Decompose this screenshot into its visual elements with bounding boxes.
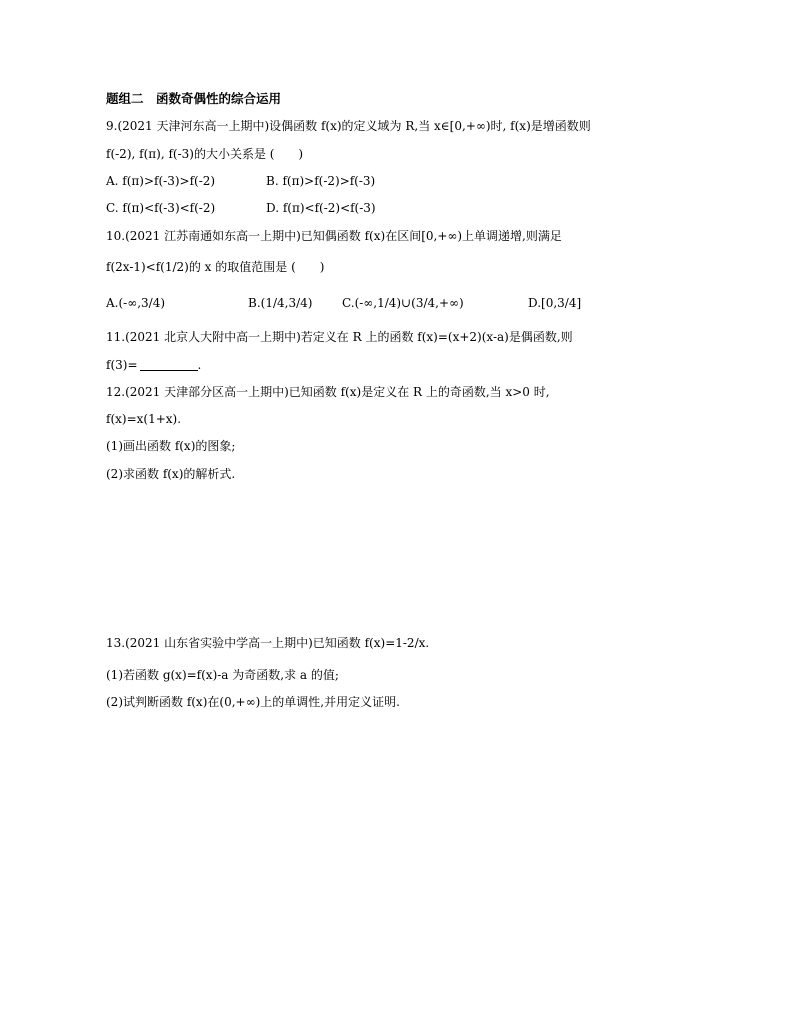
q11-stem-line2 bbox=[106, 356, 201, 374]
q12-part1: (1)画出函数 f(x)的图象; bbox=[106, 439, 236, 453]
q13-part2: (2)试判断函数 f(x)在(0,+∞)上的单调性,并用定义证明. bbox=[106, 695, 400, 709]
q11-stem-line1: 11.(2021 北京人大附中高一上期中)若定义在 R 上的函数 f(x)=(x+2)(x-a)是偶函数,则 bbox=[106, 330, 573, 344]
q9-option-c: C. f(π)<f(-3)<f(-2) bbox=[106, 201, 216, 215]
q10-stem-line1: 10.(2021 江苏南通如东高一上期中)已知偶函数 f(x)在区间[0,+∞)上单调递增,则满足 bbox=[106, 229, 562, 243]
q9-option-d: D. f(π)<f(-2)<f(-3) bbox=[266, 201, 376, 215]
answer-blank bbox=[140, 358, 198, 371]
q10-option-a: A.(-∞,3/4) bbox=[106, 296, 166, 310]
q13-stem-line1: 13.(2021 山东省实验中学高一上期中)已知函数 f(x)=1-2/x. bbox=[106, 636, 430, 650]
q11-period: . bbox=[197, 358, 202, 372]
q13-part1: (1)若函数 g(x)=f(x)-a 为奇函数,求 a 的值; bbox=[106, 668, 339, 682]
q12-stem-line2: f(x)=x(1+x). bbox=[106, 412, 182, 426]
q12-part2: (2)求函数 f(x)的解析式. bbox=[106, 467, 236, 481]
q10-stem-line2: f(2x-1)<f(1/2)的 x 的取值范围是 ( ) bbox=[106, 260, 325, 274]
q10-option-d: D.[0,3/4] bbox=[528, 296, 582, 310]
q9-stem-line1: 9.(2021 天津河东高一上期中)设偶函数 f(x)的定义域为 R,当 x∈[0,+∞)时, f(x)是增函数则 bbox=[106, 119, 591, 133]
section-heading: 题组二 函数奇偶性的综合运用 bbox=[106, 91, 282, 106]
q9-option-a: A. f(π)>f(-3)>f(-2) bbox=[106, 174, 216, 188]
q9-stem-line2: f(-2), f(π), f(-3)的大小关系是 ( ) bbox=[106, 147, 304, 161]
q11-lead-text: f(3)= bbox=[106, 358, 138, 372]
q9-option-b: B. f(π)>f(-2)>f(-3) bbox=[266, 174, 376, 188]
q10-option-b: B.(1/4,3/4) bbox=[248, 296, 313, 310]
q12-stem-line1: 12.(2021 天津部分区高一上期中)已知函数 f(x)是定义在 R 上的奇函数,当 x>0 时, bbox=[106, 385, 550, 399]
q10-option-c: C.(-∞,1/4)∪(3/4,+∞) bbox=[342, 296, 464, 310]
